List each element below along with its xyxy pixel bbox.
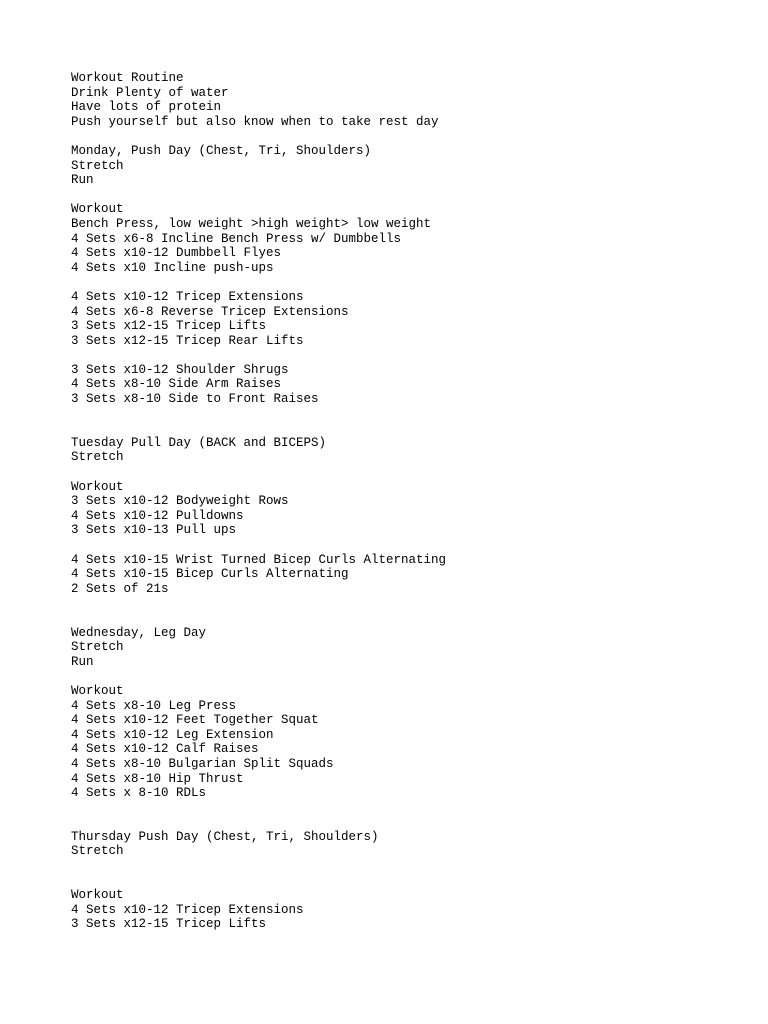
text-line: Stretch [71,844,124,859]
text-line: Wednesday, Leg Day [71,625,207,640]
text-line: 3 Sets x10-12 Shoulder Shrugs [71,362,289,377]
text-line: Bench Press, low weight >high weight> low weight [71,216,432,231]
text-line: 4 Sets x8-10 Leg Press [71,698,237,713]
blank-line [71,407,751,422]
blank-line [71,188,751,203]
text-line: 3 Sets x10-13 Pull ups [71,523,237,538]
blank-line [71,348,751,363]
blank-line [71,275,751,290]
text-line: Monday, Push Day (Chest, Tri, Shoulders) [71,143,372,158]
text-line: Have lots of protein [71,100,222,115]
text-line: 4 Sets x10-12 Leg Extension [71,727,274,742]
blank-line [71,815,751,830]
text-line: 4 Sets x10-12 Pulldowns [71,508,244,523]
text-line: 4 Sets x10-12 Calf Raises [71,742,259,757]
blank-line [71,859,751,874]
text-line: Push yourself but also know when to take rest day [71,114,439,129]
text-line: Thursday Push Day (Chest, Tri, Shoulders) [71,829,379,844]
text-line: 4 Sets x8-10 Hip Thrust [71,771,244,786]
text-line: 4 Sets x8-10 Side Arm Raises [71,377,282,392]
text-line: 4 Sets x10-12 Feet Together Squat [71,713,319,728]
text-line: Workout [71,683,124,698]
text-line: Drink Plenty of water [71,85,229,100]
text-line: Stretch [71,158,124,173]
text-line: 3 Sets x12-15 Tricep Lifts [71,319,267,334]
text-line: 4 Sets x10 Incline push-ups [71,260,274,275]
blank-line [71,129,751,144]
blank-line [71,538,751,553]
blank-line [71,801,751,816]
text-line: Stretch [71,450,124,465]
blank-line [71,669,751,684]
blank-line [71,874,751,889]
text-line: 4 Sets x10-12 Tricep Extensions [71,902,304,917]
blank-line [71,596,751,611]
text-line: 3 Sets x8-10 Side to Front Raises [71,392,319,407]
text-line: 4 Sets x6-8 Reverse Tricep Extensions [71,304,349,319]
text-line: 4 Sets x10-12 Tricep Extensions [71,289,304,304]
text-line: Tuesday Pull Day (BACK and BICEPS) [71,435,327,450]
text-line: 3 Sets x10-12 Bodyweight Rows [71,494,289,509]
text-line: 3 Sets x12-15 Tricep Rear Lifts [71,333,304,348]
blank-line [71,611,751,626]
text-line: Run [71,654,94,669]
text-line: 4 Sets x10-15 Wrist Turned Bicep Curls Alternating [71,552,447,567]
text-line: Workout [71,202,124,217]
text-line: 3 Sets x12-15 Tricep Lifts [71,917,267,932]
text-line: 4 Sets x6-8 Incline Bench Press w/ Dumbbells [71,231,402,246]
text-line: Workout [71,888,124,903]
text-line: Run [71,173,94,188]
document-page [71,71,751,932]
text-line: Workout Routine [71,71,184,85]
text-line: 2 Sets of 21s [71,581,169,596]
text-line: 4 Sets x 8-10 RDLs [71,786,207,801]
text-line: Stretch [71,640,124,655]
blank-line [71,421,751,436]
blank-line [71,465,751,480]
text-line: 4 Sets x8-10 Bulgarian Split Squads [71,756,334,771]
text-line: 4 Sets x10-12 Dumbbell Flyes [71,246,282,261]
text-line: 4 Sets x10-15 Bicep Curls Alternating [71,567,349,582]
text-line: Workout [71,479,124,494]
